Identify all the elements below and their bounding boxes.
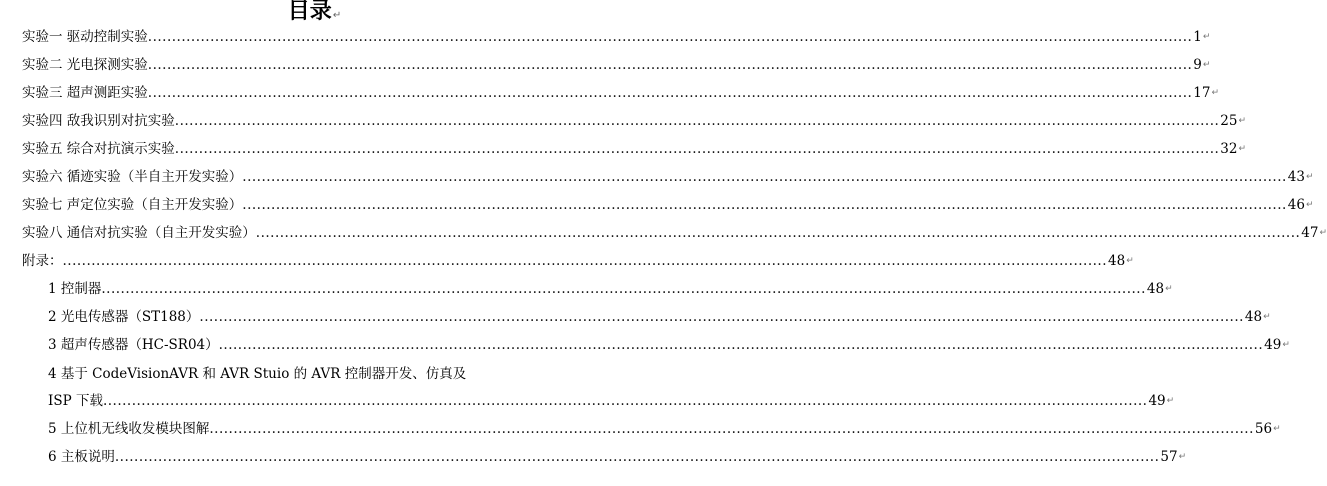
toc-entry-label: 实验二 光电探测实验 [22,57,148,73]
toc-leader-dots: .......................................................................................................................................................................................................................... [62,253,1107,269]
toc-entry-page: 57 [1160,449,1178,465]
toc-leader-dots: .......................................................................................................................................................................................................................... [147,29,1193,45]
toc-subentry-3[interactable] [48,335,1290,355]
toc-entry-label: 附录： [22,253,63,269]
toc-entry-page: 46 [1287,197,1305,213]
paragraph-mark-icon: ↵ [1202,60,1211,70]
toc-entry-label: 1 控制器 [48,281,102,297]
toc-leader-dots: .......................................................................................................................................................................................................................... [147,57,1193,73]
toc-entry-appendix[interactable] [22,251,1134,271]
toc-entry-label: 实验七 声定位实验（自主开发实验） [22,197,243,213]
toc-leader-dots: .......................................................................................................................................................................................................................... [255,225,1301,241]
paragraph-mark-icon: ↵ [1319,228,1327,238]
toc-leader-dots: .......................................................................................................................................................................................................................... [114,449,1160,465]
toc-entry-label: 实验四 敌我识别对抗实验 [22,113,175,129]
paragraph-mark-icon: ↵ [1178,452,1187,462]
toc-entry-2[interactable] [22,55,1211,75]
toc-leader-dots: .......................................................................................................................................................................................................................... [242,197,1287,213]
paragraph-mark-icon: ↵ [1282,340,1290,350]
toc-entry-label: 3 超声传感器（HC-SR04） [48,337,219,353]
toc-entry-3[interactable] [22,83,1220,103]
toc-entry-label: 5 上位机无线收发模块图解 [48,421,210,437]
toc-entry-page: 48 [1146,281,1165,297]
toc-leader-dots: .......................................................................................................................................................................................................................... [218,337,1264,353]
paragraph-mark-icon: ↵ [1263,312,1271,322]
paragraph-mark-icon: ↵ [1166,396,1175,406]
toc-subentry-6[interactable] [48,447,1187,467]
toc-leader-dots: .......................................................................................................................................................................................................................... [174,141,1220,157]
paragraph-mark-icon: ↵ [1273,424,1281,434]
toc-subentry-4-line-2[interactable] [48,391,1175,411]
paragraph-mark-icon: ↵ [1238,116,1247,126]
toc-entry-6[interactable] [22,167,1314,187]
toc-entry-page: 48 [1244,309,1263,325]
toc-entry-label: 2 光电传感器（ST188） [48,309,200,325]
toc-entry-4[interactable] [22,111,1247,131]
toc-leader-dots: .......................................................................................................................................................................................................................... [242,169,1287,185]
toc-entry-page: 47 [1301,225,1319,241]
toc-title [0,0,629,30]
paragraph-mark-icon: ↵ [1305,200,1314,210]
toc-entry-page: 32 [1220,141,1238,157]
toc-leader-dots: .......................................................................................................................................................................................................................... [102,393,1148,409]
toc-entry-page: 48 [1108,253,1126,269]
toc-entry-page: 56 [1254,421,1273,437]
paragraph-mark-icon: ↵ [1202,32,1211,42]
paragraph-mark-icon: ↵ [1211,88,1220,98]
toc-entry-label: 实验一 驱动控制实验 [22,29,148,45]
toc-entry-label: 实验八 通信对抗实验（自主开发实验） [22,225,256,241]
toc-entry-label: ISP 下载 [48,393,103,409]
toc-subentry-1[interactable] [48,279,1173,299]
paragraph-mark-icon: ↵ [332,10,342,21]
toc-leader-dots: .......................................................................................................................................................................................................................... [101,281,1146,297]
toc-entry-page: 9 [1193,57,1202,73]
toc-entry-8[interactable] [22,223,1327,243]
toc-leader-dots: .......................................................................................................................................................................................................................... [147,85,1193,101]
toc-entry-label: 4 基于 CodeVisionAVR 和 AVR Stuio 的 AVR 控制器开发、仿真及 [48,366,467,382]
toc-entry-label: 实验五 综合对抗演示实验 [22,141,175,157]
toc-leader-dots: .......................................................................................................................................................................................................................... [199,309,1244,325]
toc-subentry-5[interactable] [48,419,1281,439]
toc-entry-page: 1 [1193,29,1202,45]
toc-entry-page: 25 [1220,113,1238,129]
toc-subentry-4-line-1[interactable] [48,364,466,384]
toc-leader-dots: .......................................................................................................................................................................................................................... [174,113,1220,129]
toc-leader-dots: .......................................................................................................................................................................................................................... [209,421,1254,437]
toc-subentry-2[interactable] [48,307,1271,327]
toc-entry-page: 49 [1264,337,1282,353]
toc-entry-page: 43 [1287,169,1305,185]
toc-entry-page: 17 [1193,85,1211,101]
toc-entry-page: 49 [1148,393,1166,409]
toc-entry-1[interactable] [22,27,1211,47]
toc-entry-label: 实验三 超声测距实验 [22,85,148,101]
paragraph-mark-icon: ↵ [1305,172,1314,182]
paragraph-mark-icon: ↵ [1165,284,1173,294]
toc-entry-7[interactable] [22,195,1314,215]
paragraph-mark-icon: ↵ [1238,144,1247,154]
toc-entry-label: 6 主板说明 [48,449,115,465]
toc-entry-5[interactable] [22,139,1247,159]
toc-entry-label: 实验六 循迹实验（半自主开发实验） [22,169,243,185]
toc-title-text: 目录 [287,0,332,24]
paragraph-mark-icon: ↵ [1126,256,1134,266]
